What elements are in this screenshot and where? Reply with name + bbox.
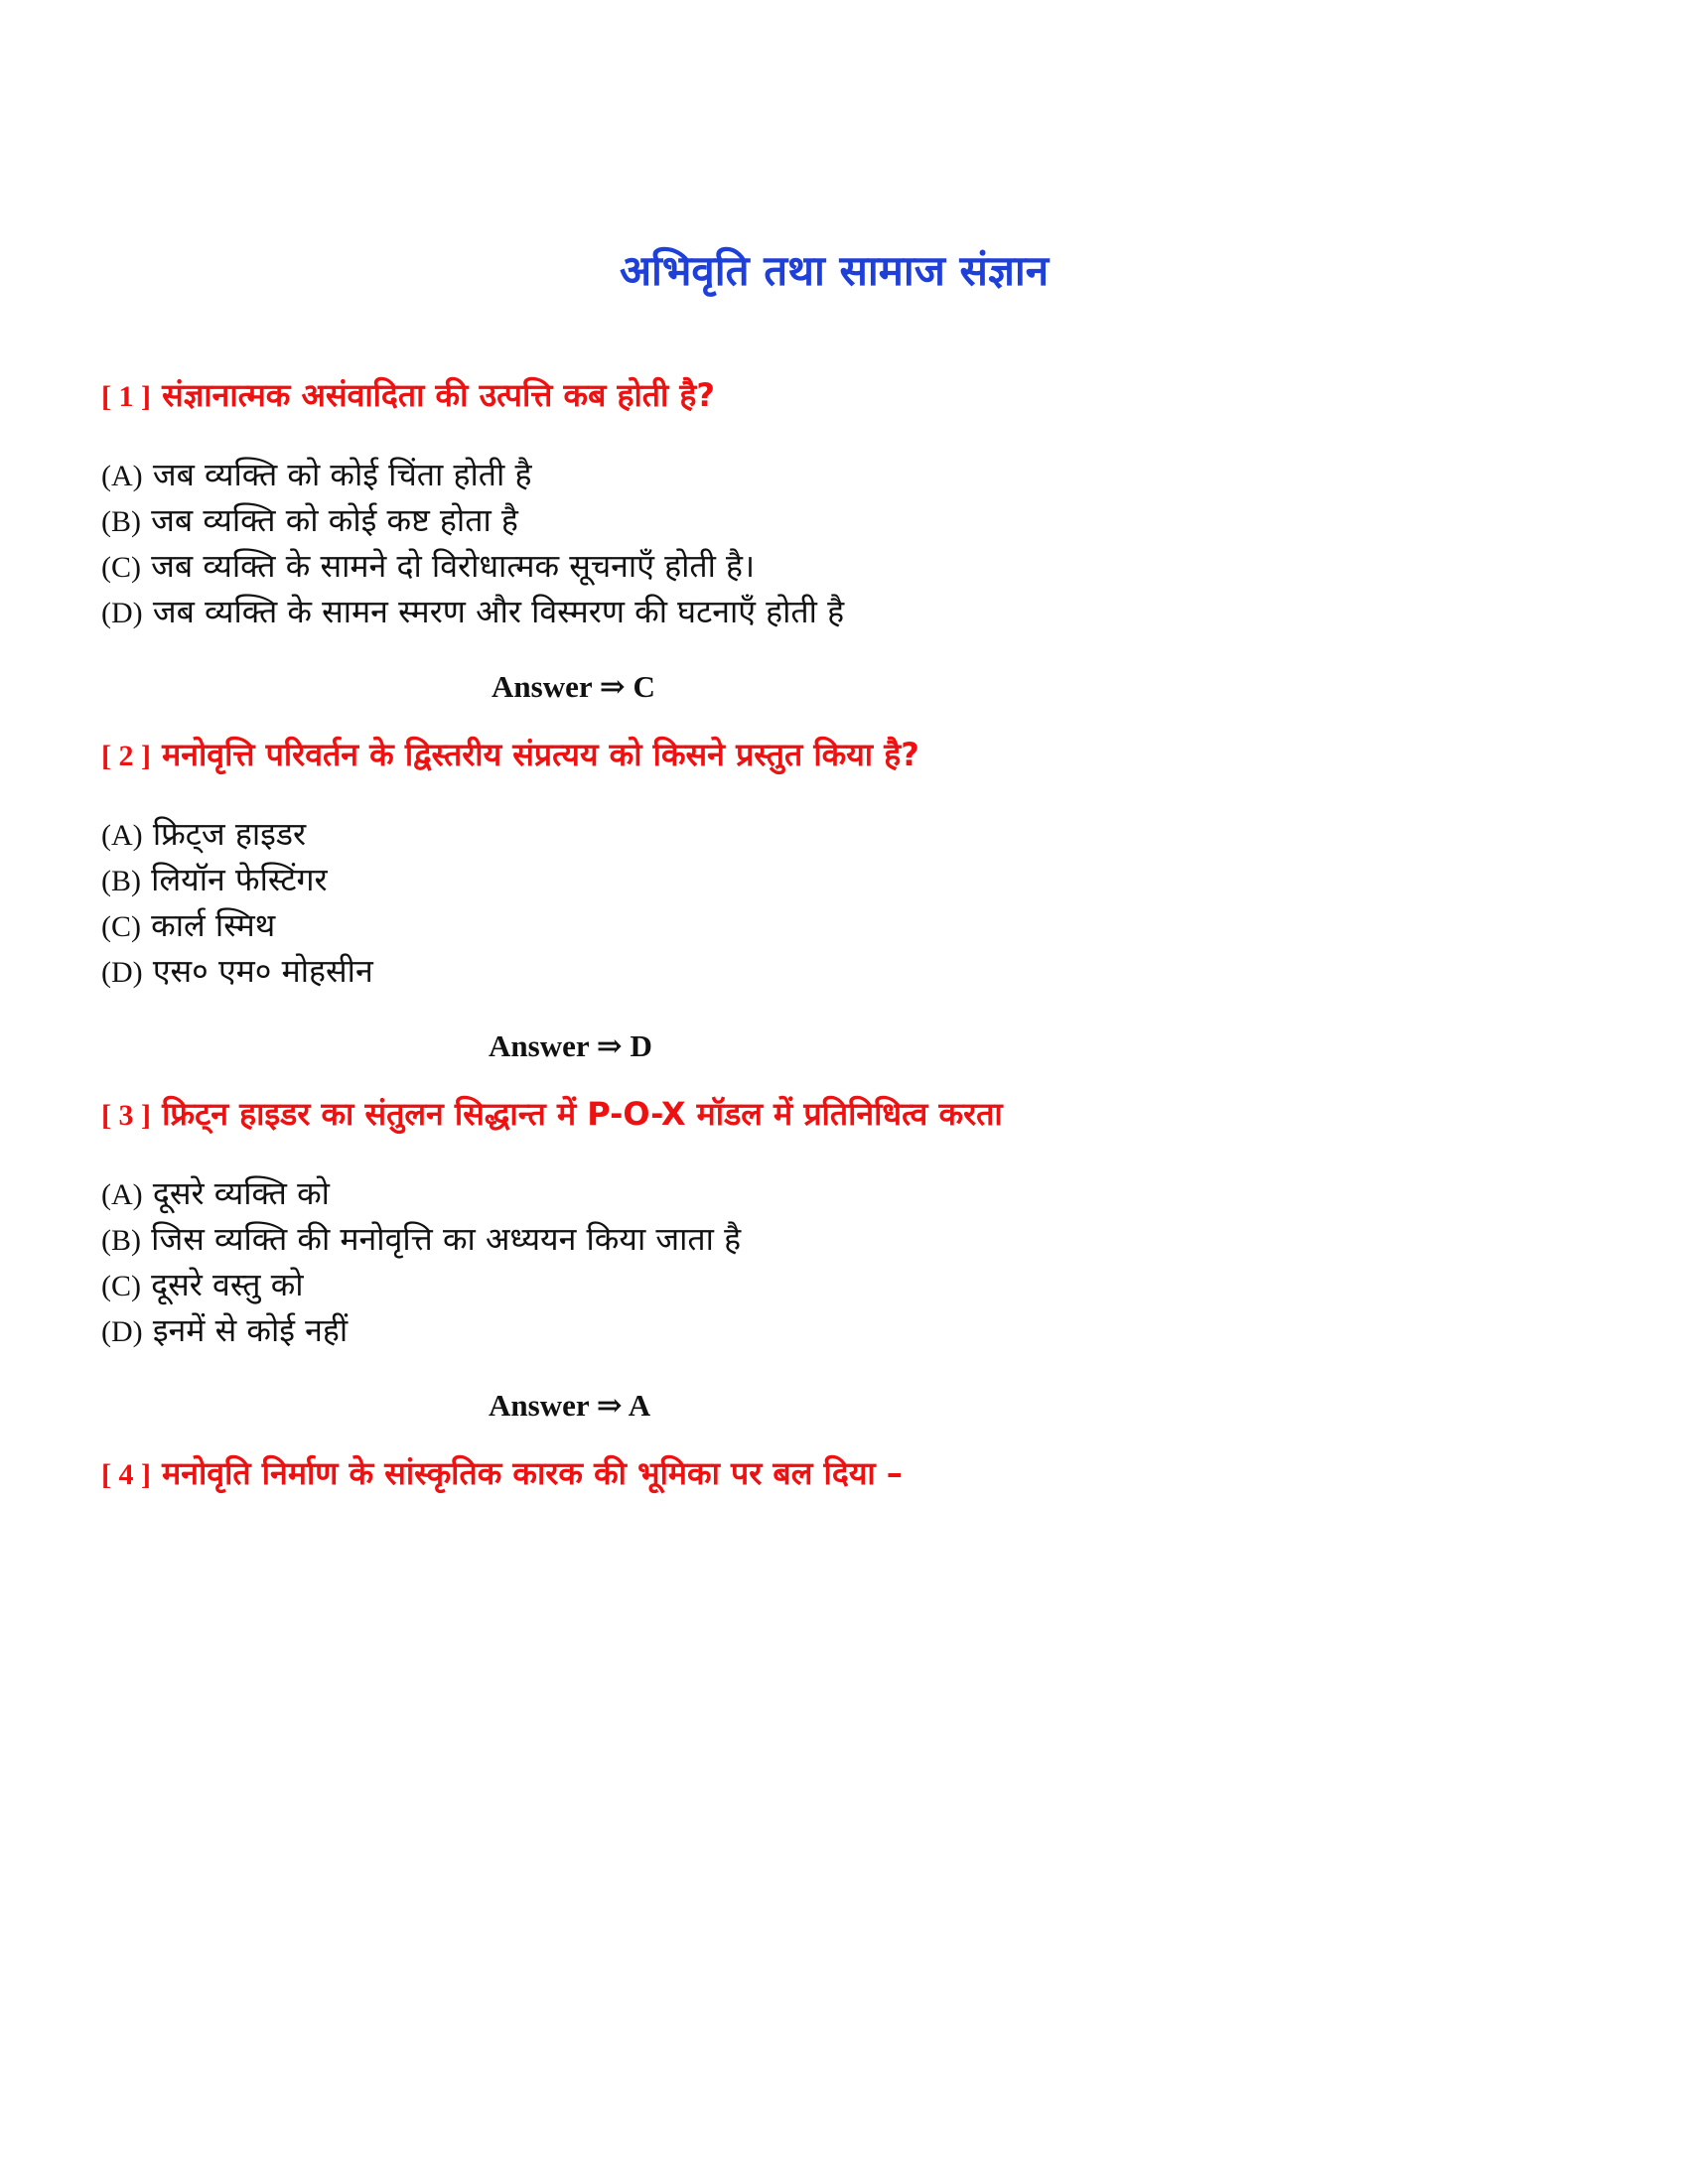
- option-text: कार्ल स्मिथ: [151, 906, 276, 944]
- options-list: [101, 453, 1591, 635]
- option-letter: (A): [101, 1178, 143, 1211]
- option-b: [101, 1217, 1591, 1263]
- option-text: जब व्यक्ति के सामन स्मरण और विस्मरण की घटनाएँ होती है: [152, 593, 845, 630]
- question-number: [ 3 ]: [101, 1099, 151, 1132]
- question-number: [ 4 ]: [101, 1458, 151, 1491]
- question-text: मनोवृति निर्माण के सांस्कृतिक कारक की भूमिका पर बल दिया –: [162, 1454, 903, 1492]
- option-letter: (D): [101, 597, 143, 629]
- option-d: [101, 1308, 1591, 1354]
- option-a: [101, 812, 1591, 858]
- option-letter: (A): [101, 460, 143, 492]
- option-letter: (C): [101, 551, 141, 584]
- options-list: [101, 812, 1591, 995]
- answer-line: Answer ⇒ D: [489, 1028, 652, 1063]
- option-letter: (D): [101, 956, 143, 989]
- option-letter: (B): [101, 865, 141, 897]
- page-title-text: अभिवृति तथा सामाज संज्ञान: [619, 246, 1050, 295]
- option-text: दूसरे वस्तु को: [151, 1266, 304, 1303]
- question-number: [ 2 ]: [101, 740, 151, 772]
- option-d: [101, 949, 1591, 995]
- question-heading: [101, 733, 1591, 778]
- question-number: [ 1 ]: [101, 380, 151, 413]
- page-title: [0, 243, 1688, 299]
- option-text: दूसरे व्यक्ति को: [152, 1174, 330, 1212]
- option-c: [101, 1263, 1591, 1308]
- question-1: [101, 373, 1591, 709]
- question-text: मनोवृत्ति परिवर्तन के द्विस्तरीय संप्रत्यय को किसने प्रस्तुत किया है?: [162, 736, 919, 773]
- option-d: [101, 590, 1591, 635]
- option-text: इनमें से कोई नहीं: [152, 1311, 349, 1349]
- option-a: [101, 453, 1591, 498]
- option-letter: (A): [101, 819, 143, 852]
- option-b: [101, 858, 1591, 903]
- option-text: एस० एम० मोहसीन: [152, 952, 373, 990]
- option-b: [101, 498, 1591, 544]
- question-text: फ्रिट्न हाइडर का संतुलन सिद्धान्त में P-O-X मॉडल में प्रतिनिधित्व करता: [162, 1095, 1003, 1133]
- option-text: जब व्यक्ति के सामने दो विरोधात्मक सूचनाएँ होती है।: [151, 547, 756, 585]
- option-c: [101, 903, 1591, 949]
- option-letter: (B): [101, 1224, 141, 1257]
- options-list: [101, 1171, 1591, 1354]
- option-text: जिस व्यक्ति की मनोवृत्ति का अध्ययन किया जाता है: [151, 1220, 742, 1258]
- option-letter: (B): [101, 505, 141, 538]
- option-text: फ्रिट्ज हाइडर: [152, 815, 307, 853]
- option-text: जब व्यक्ति को कोई चिंता होती है: [152, 456, 532, 493]
- question-text: संज्ञानात्मक असंवादिता की उत्पत्ति कब होती है?: [162, 376, 715, 414]
- question-heading: [101, 1451, 1591, 1497]
- option-letter: (C): [101, 910, 141, 943]
- option-c: [101, 544, 1591, 590]
- option-text: जब व्यक्ति को कोई कष्ट होता है: [151, 501, 518, 539]
- option-letter: (C): [101, 1270, 141, 1302]
- question-2: [101, 733, 1591, 1068]
- question-heading: [101, 1092, 1591, 1138]
- question-3: [101, 1092, 1591, 1428]
- question-4: [101, 1451, 1591, 1497]
- answer-line: Answer ⇒ C: [492, 669, 655, 704]
- option-letter: (D): [101, 1315, 143, 1348]
- answer-line: Answer ⇒ A: [489, 1388, 651, 1423]
- option-a: [101, 1171, 1591, 1217]
- option-text: लियॉन फेस्टिंगर: [151, 861, 328, 898]
- question-heading: [101, 373, 1591, 419]
